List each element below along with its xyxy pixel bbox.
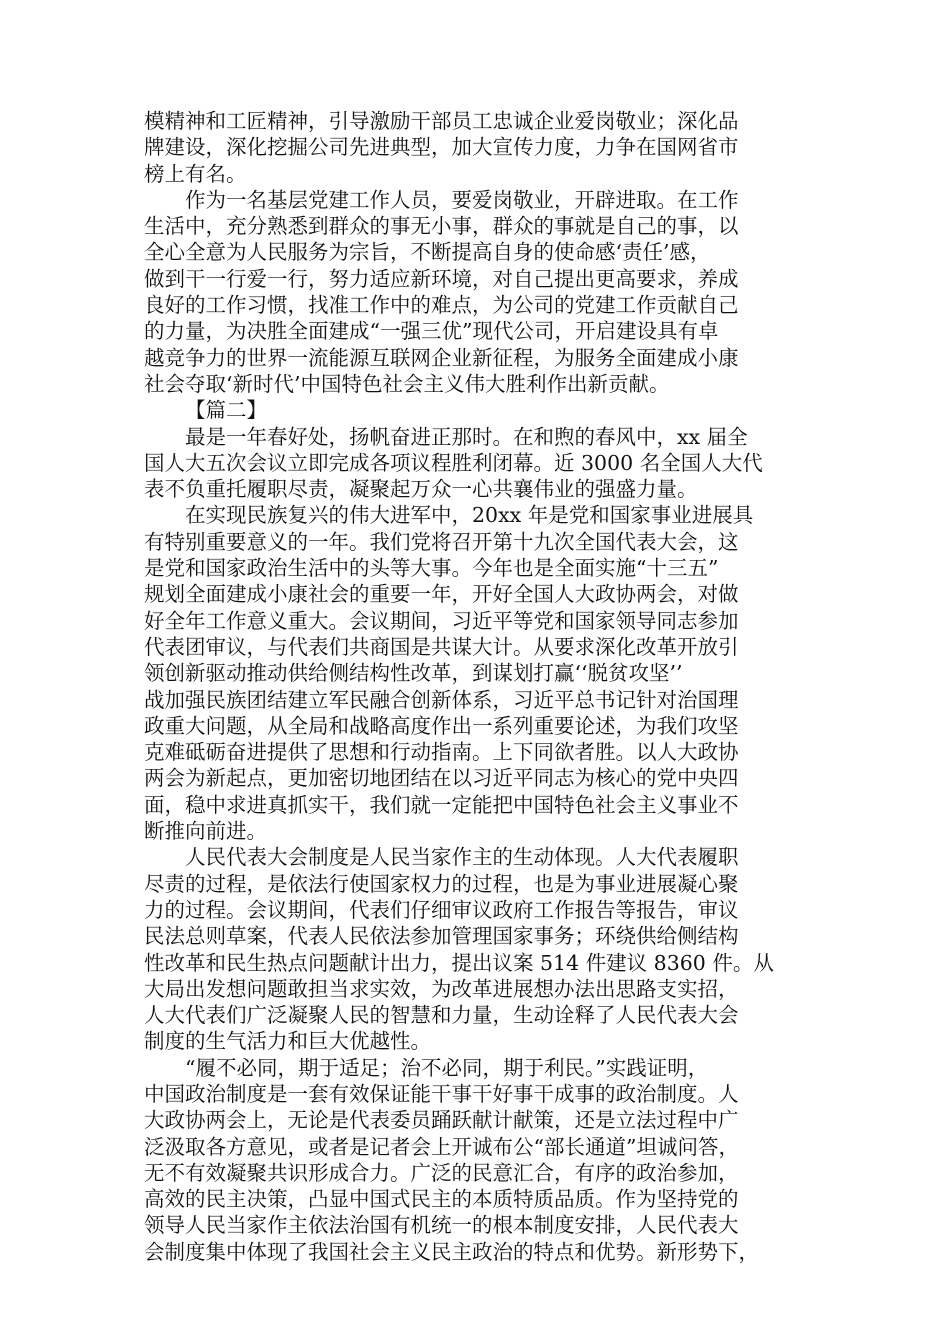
document-body — [144, 108, 812, 1265]
paragraph-first-line: 人民代表大会制度是人民当家作主的生动体现。人大代表履职 — [185, 845, 739, 870]
text-line: 面，稳中求进真抓实干，我们就一定能把中国特色社会主义事业不 — [144, 792, 739, 817]
text-line: 大局出发想问题敢担当求实效，为改革进展想办法出思路支实招， — [144, 976, 739, 1001]
text-line: 模精神和工匠精神，引导激励干部员工忠诚企业爱岗敬业；深化品 — [144, 109, 739, 133]
text-line: 两会为新起点，更加密切地团结在以习近平同志为核心的党中央四 — [144, 766, 739, 791]
text-line: 领创新驱动推动供给侧结构性改革，到谋划打赢‘‘脱贫攻坚’’ — [144, 661, 683, 686]
text-line: 性改革和民生热点问题献计出力，提出议案 514 件建议 8360 件。从 — [144, 950, 774, 975]
paragraph-first-line: 在实现民族复兴的伟大进军中，20xx 年是党和国家事业进展具 — [185, 503, 754, 528]
text-line: 是党和国家政治生活中的头等大事。今年也是全面实施“十三五” — [144, 556, 719, 581]
text-line: 越竞争力的世界一流能源互联网企业新征程，为服务全面建成小康 — [144, 345, 739, 370]
text-line: 力的过程。会议期间，代表们仔细审议政府工作报告等报告，审议 — [144, 897, 739, 922]
text-line: 会制度集中体现了我国社会主义民主政治的特点和优势。新形势下， — [144, 1239, 759, 1264]
text-line: 领导人民当家作主依法治国有机统一的根本制度安排，人民代表大 — [144, 1213, 739, 1238]
text-line: 代表团审议，与代表们共商国是共谋大计。从要求深化改革开放引 — [144, 634, 739, 659]
paragraph-first-line: 作为一名基层党建工作人员，要爱岗敬业，开辟进取。在工作 — [185, 187, 739, 212]
text-line: 好全年工作意义重大。会议期间，习近平等党和国家领导同志参加 — [144, 608, 739, 633]
text-line: 表不负重托履职尽责，凝聚起万众一心共襄伟业的强盛力量。 — [144, 477, 698, 502]
text-line: 断推向前进。 — [144, 819, 267, 844]
text-line: 国人大五次会议立即完成各项议程胜利闭幕。近 3000 名全国人大代 — [144, 450, 763, 475]
text-line: 高效的民主决策，凸显中国式民主的本质特质品质。作为坚持党的 — [144, 1187, 739, 1212]
text-line: 泛汲取各方意见，或者是记者会上开诚布公“部长通道”坦诚问答， — [144, 1134, 739, 1159]
text-line: 牌建设，深化挖掘公司先进典型，加大宣传力度，力争在国网省市 — [144, 135, 739, 160]
text-line: 政重大问题，从全局和战略高度作出一系列重要论述，为我们攻坚 — [144, 713, 739, 738]
text-line: 全心全意为人民服务为宗旨，不断提高自身的使命感‘责任’感， — [144, 240, 711, 265]
paragraph-first-line: 【篇二】 — [185, 398, 267, 423]
text-line: 规划全面建成小康社会的重要一年，开好全国人大政协两会，对做 — [144, 582, 739, 607]
text-line: 的力量，为决胜全面建成“一强三优”现代公司，开启建设具有卓 — [144, 319, 719, 344]
text-line: 人大代表们广泛凝聚人民的智慧和力量，生动诠释了人民代表大会 — [144, 1003, 739, 1028]
text-line: 有特别重要意义的一年。我们党将召开第十九次全国代表大会，这 — [144, 529, 739, 554]
paragraph-first-line: 最是一年春好处，扬帆奋进正那时。在和煦的春风中，xx 届全 — [185, 424, 748, 449]
text-line: 制度的生气活力和巨大优越性。 — [144, 1029, 431, 1054]
text-line: 尽责的过程，是依法行使国家权力的过程，也是为事业进展凝心聚 — [144, 871, 739, 896]
text-line: 大政协两会上，无论是代表委员踊跃献计献策，还是立法过程中广 — [144, 1108, 739, 1133]
paragraph-first-line: “履不必同，期于适足；治不必同，期于利民。”实践证明， — [185, 1055, 709, 1080]
text-line: 做到干一行爱一行，努力适应新环境，对自己提出更高要求，养成 — [144, 266, 739, 291]
text-line: 生活中，充分熟悉到群众的事无小事，群众的事就是自己的事，以 — [144, 214, 739, 239]
text-line: 民法总则草案，代表人民依法参加管理国家事务；环绕供给侧结构 — [144, 924, 739, 949]
text-line: 榜上有名。 — [144, 161, 247, 186]
text-line: 良好的工作习惯，找准工作中的难点，为公司的党建工作贡献自己 — [144, 293, 739, 318]
text-line: 战加强民族团结建立军民融合创新体系，习近平总书记针对治国理 — [144, 687, 739, 712]
text-line: 社会夺取‘新时代’中国特色社会主义伟大胜利作出新贡献。 — [144, 371, 670, 396]
text-line: 无不有效凝聚共识形成合力。广泛的民意汇合，有序的政治参加， — [144, 1160, 739, 1185]
text-line: 克难砥砺奋进提供了思想和行动指南。上下同欲者胜。以人大政协 — [144, 740, 739, 765]
text-line: 中国政治制度是一套有效保证能干事干好事干成事的政治制度。人 — [144, 1081, 739, 1106]
